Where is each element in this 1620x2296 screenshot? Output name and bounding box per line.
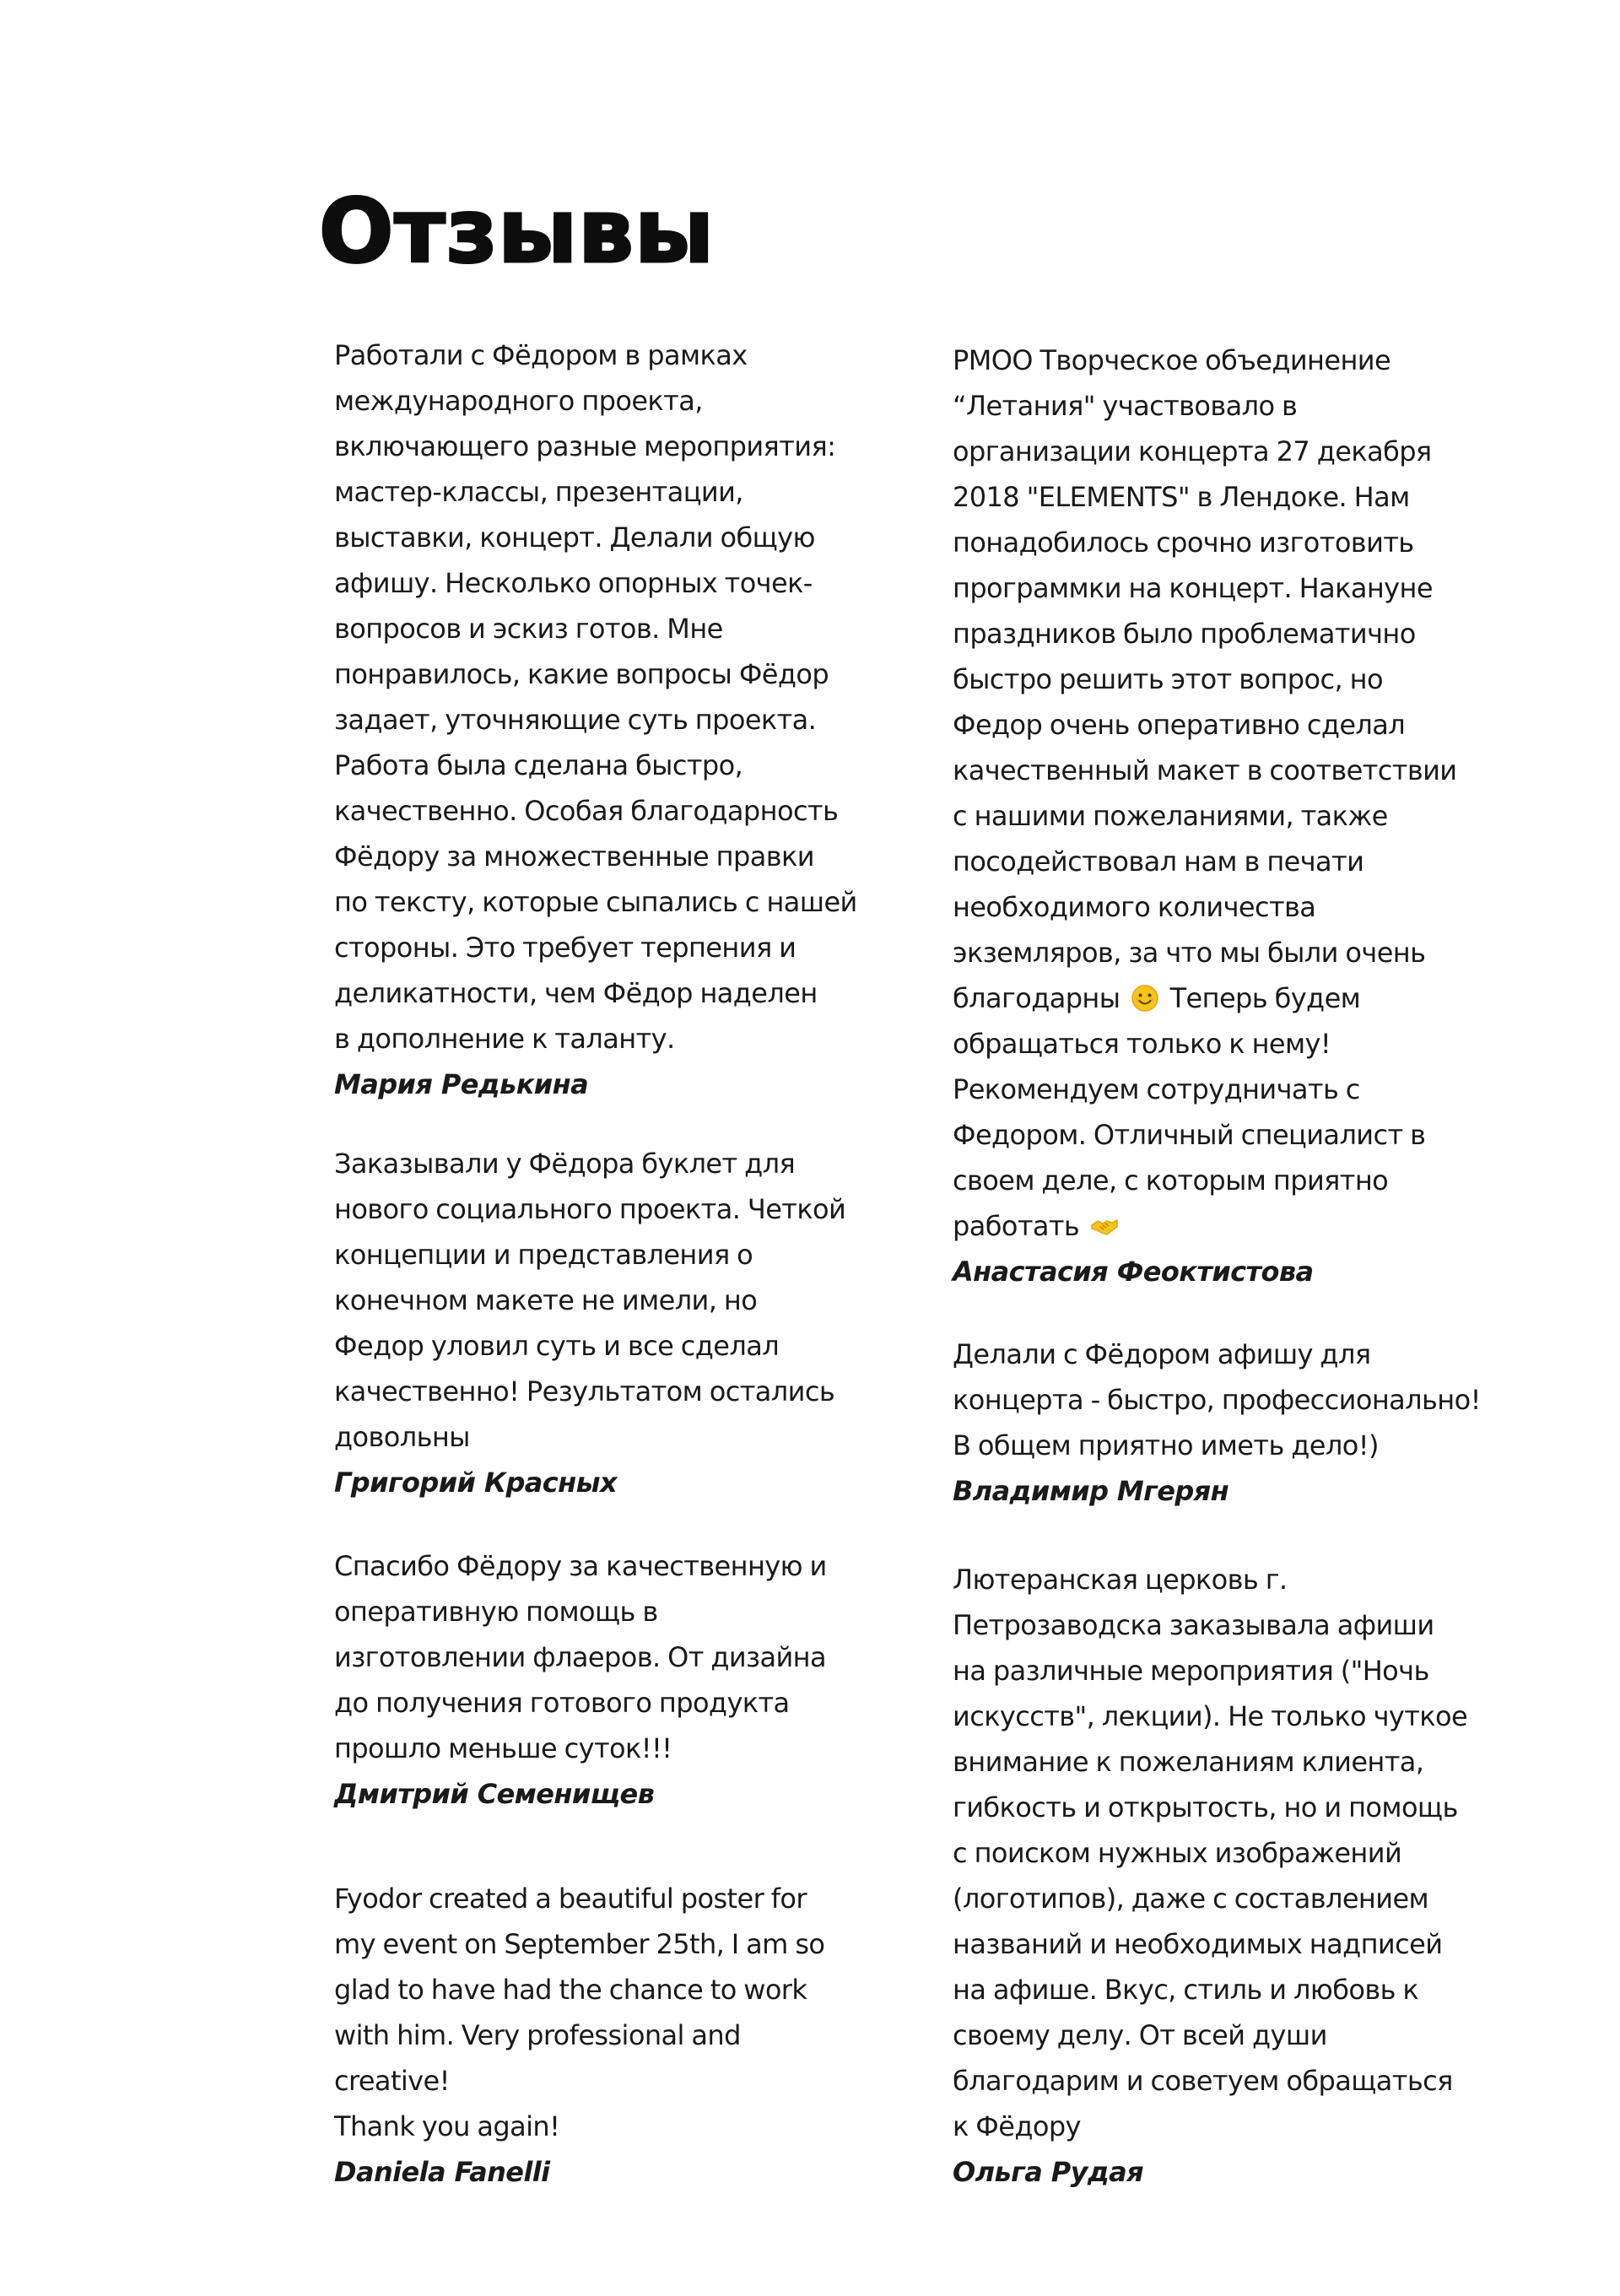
review-line: Петрозаводска заказывала афиши — [953, 1609, 1434, 1641]
review-author: Анастасия Феоктистова — [953, 1256, 1314, 1288]
review-line: необходимого количества — [953, 891, 1316, 923]
review-anastasia — [953, 338, 1493, 1294]
review-line: экземляров, за что мы были очень — [953, 937, 1426, 969]
review-line: Лютеранская церковь г. — [953, 1564, 1288, 1596]
review-line: по тексту, которые сыпались с нашей — [334, 886, 857, 918]
review-vladimir — [953, 1332, 1493, 1514]
review-line: Заказывали у Фёдора буклет для — [334, 1148, 796, 1180]
review-author: Daniela Fanelli — [334, 2156, 550, 2188]
review-line: Рекомендуем сотрудничать с — [953, 1073, 1360, 1105]
review-daniela — [334, 1876, 874, 2195]
review-line: искусств", лекции). Не только чуткое — [953, 1700, 1468, 1732]
review-line: довольны — [334, 1421, 470, 1453]
review-grigory — [334, 1141, 874, 1505]
review-line: with him. Very professional and — [334, 2019, 741, 2051]
review-line: (логотипов), даже с составлением — [953, 1883, 1429, 1915]
review-line: качественный макет в соответствии — [953, 754, 1457, 786]
review-line: my event on September 25th, I am so — [334, 1928, 825, 1960]
review-line: glad to have had the chance to work — [334, 1974, 807, 2006]
review-line: изготовлении флаеров. От дизайна — [334, 1641, 826, 1673]
review-text-segment: Теперь будем — [1169, 982, 1361, 1014]
review-line: посодействовал нам в печати — [953, 845, 1364, 878]
review-line: внимание к пожеланиям клиента, — [953, 1746, 1424, 1778]
smiling-face-emoji-icon — [1131, 984, 1159, 1013]
review-line: концерта - быстро, профессионально! — [953, 1384, 1481, 1416]
review-line: Fyodor created a beautiful poster for — [334, 1883, 807, 1915]
review-dmitry — [334, 1543, 874, 1817]
review-line: афишу. Несколько опорных точек- — [334, 567, 813, 599]
review-text-segment: благодарны — [953, 982, 1120, 1014]
review-line: creative! — [334, 2065, 450, 2097]
review-line: благодарим и советуем обращаться — [953, 2065, 1453, 2097]
review-line: мастер-классы, презентации, — [334, 476, 743, 508]
review-line: задает, уточняющие суть проекта. — [334, 704, 817, 736]
review-line: международного проекта, — [334, 385, 703, 417]
review-line: Thank you again! — [334, 2110, 560, 2142]
review-line: на афише. Вкус, стиль и любовь к — [953, 1974, 1419, 2006]
review-line: Работа была сделана быстро, — [334, 749, 743, 781]
review-line: конечном макете не имели, но — [334, 1284, 758, 1316]
review-line: в дополнение к таланту. — [334, 1023, 675, 1055]
review-line: “Летания" участвовало в — [953, 390, 1298, 422]
review-line: понравилось, какие вопросы Фёдор — [334, 658, 829, 690]
review-line: обращаться только к нему! — [953, 1028, 1331, 1060]
review-line: своему делу. От всей души — [953, 2019, 1327, 2051]
review-line: Делали с Фёдором афишу для — [953, 1338, 1371, 1370]
review-line: стороны. Это требует терпения и — [334, 932, 796, 964]
review-author: Мария Редькина — [334, 1068, 589, 1100]
review-line: деликатности, чем Фёдор наделен — [334, 977, 818, 1009]
review-line: концепции и представления о — [334, 1239, 753, 1271]
review-line: быстро решить этот вопрос, но — [953, 663, 1383, 695]
review-line: праздников было проблематично — [953, 618, 1416, 650]
review-line: Федор очень оперативно сделал — [953, 709, 1406, 741]
review-author: Владимир Мгерян — [953, 1475, 1229, 1507]
review-text-segment: работать — [953, 1210, 1080, 1242]
review-line: к Фёдору — [953, 2110, 1081, 2142]
review-line: оперативную помощь в — [334, 1596, 658, 1628]
review-olga — [953, 1557, 1493, 2195]
review-line: понадобилось срочно изготовить — [953, 527, 1414, 559]
review-line: с нашими пожеланиями, также — [953, 800, 1388, 832]
review-author: Григорий Красных — [334, 1467, 618, 1499]
review-line: до получения готового продукта — [334, 1687, 790, 1719]
review-line-with-emoji — [953, 1203, 1493, 1249]
handshake-emoji-icon — [1090, 1212, 1119, 1240]
review-line: Фёдору за множественные правки — [334, 840, 814, 872]
review-line: вопросов и эскиз готов. Мне — [334, 613, 723, 645]
review-line: с поиском нужных изображений — [953, 1837, 1402, 1869]
review-line: своем деле, с которым приятно — [953, 1164, 1389, 1197]
page-title: Отзывы — [319, 180, 716, 283]
review-line: на различные мероприятия ("Ночь — [953, 1655, 1429, 1687]
review-line: Федором. Отличный специалист в — [953, 1119, 1426, 1151]
review-line: программки на концерт. Накануне — [953, 572, 1433, 604]
review-line: Федор уловил суть и все сделал — [334, 1330, 780, 1362]
review-line: В общем приятно иметь дело!) — [953, 1429, 1379, 1461]
review-line: нового социального проекта. Четкой — [334, 1193, 846, 1225]
review-line: выставки, концерт. Делали общую — [334, 521, 815, 554]
review-line: Работали с Фёдором в рамках — [334, 339, 748, 371]
review-line: включающего разные мероприятия: — [334, 430, 836, 462]
review-line: качественно! Результатом остались — [334, 1375, 835, 1407]
review-line-with-emoji — [953, 975, 1493, 1021]
review-line: РМОО Творческое объединение — [953, 344, 1391, 376]
review-line: названий и необходимых надписей — [953, 1928, 1443, 1960]
review-author: Ольга Рудая — [953, 2156, 1144, 2188]
review-line: качественно. Особая благодарность — [334, 795, 839, 827]
review-line: прошло меньше суток!!! — [334, 1732, 672, 1764]
review-maria — [334, 332, 874, 1107]
review-line: Спасибо Фёдору за качественную и — [334, 1550, 827, 1582]
review-author: Дмитрий Семенищев — [334, 1778, 655, 1810]
review-line: 2018 "ELEMENTS" в Лендоке. Нам — [953, 481, 1410, 513]
review-line: организации концерта 27 декабря — [953, 435, 1432, 467]
review-line: гибкость и открытость, но и помощь — [953, 1791, 1458, 1823]
